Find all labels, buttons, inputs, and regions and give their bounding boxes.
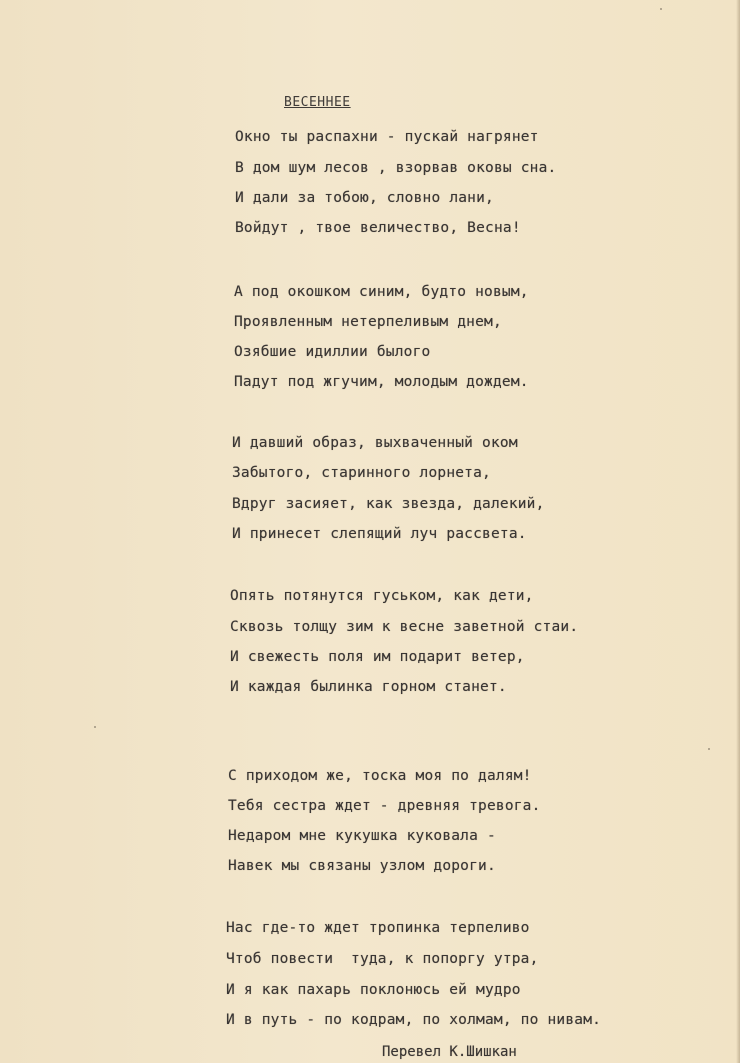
poem-line: Забытого, старинного лорнета, <box>232 465 491 481</box>
poem-line: И дали за тобою, словно лани, <box>235 190 494 206</box>
poem-line: И давший образ, выхваченный оком <box>232 435 518 451</box>
poem-line: Войдут , твое величество, Весна! <box>235 220 521 236</box>
poem-line: Вдруг засияет, как звезда, далекий, <box>232 496 545 512</box>
ink-speck <box>94 726 96 728</box>
poem-line: Озябшие идиллии былого <box>234 344 431 360</box>
poem-title: ВЕСЕННЕЕ <box>284 95 351 110</box>
poem-line: Падут под жгучим, молодым дождем. <box>234 374 529 390</box>
ink-speck <box>660 8 662 10</box>
poem-line: А под окошком синим, будто новым, <box>234 284 529 300</box>
poem-line: И свежесть поля им подарит ветер, <box>230 649 525 665</box>
poem-line: С приходом же, тоска моя по далям! <box>228 768 532 784</box>
translator-signature: Перевел К.Шишкан <box>382 1044 517 1060</box>
poem-line: Опять потянутся гуськом, как дети, <box>230 588 534 604</box>
poem-line: В дом шум лесов , взорвав оковы сна. <box>235 160 557 176</box>
poem-line: Навек мы связаны узлом дороги. <box>228 858 496 874</box>
ink-speck <box>708 748 710 750</box>
poem-line: И принесет слепящий луч рассвета. <box>232 526 527 542</box>
page-edge-shadow <box>736 0 740 1063</box>
poem-line: Тебя сестра ждет - древняя тревога. <box>228 798 541 814</box>
poem-line: Чтоб повести туда, к попоргу утра, <box>226 951 539 967</box>
poem-line: И в путь - по кодрам, по холмам, по нивам. <box>226 1012 602 1028</box>
poem-line: Нас где-то ждет тропинка терпеливо <box>226 920 530 936</box>
poem-line: Сквозь толщу зим к весне заветной стаи. <box>230 619 579 635</box>
poem-line: Окно ты распахни - пускай нагрянет <box>235 129 539 145</box>
poem-line: И я как пахарь поклонюсь ей мудро <box>226 982 521 998</box>
poem-line: Проявленным нетерпеливым днем, <box>234 314 502 330</box>
poem-line: И каждая былинка горном станет. <box>230 679 507 695</box>
poem-line: Недаром мне кукушка куковала - <box>228 828 496 844</box>
